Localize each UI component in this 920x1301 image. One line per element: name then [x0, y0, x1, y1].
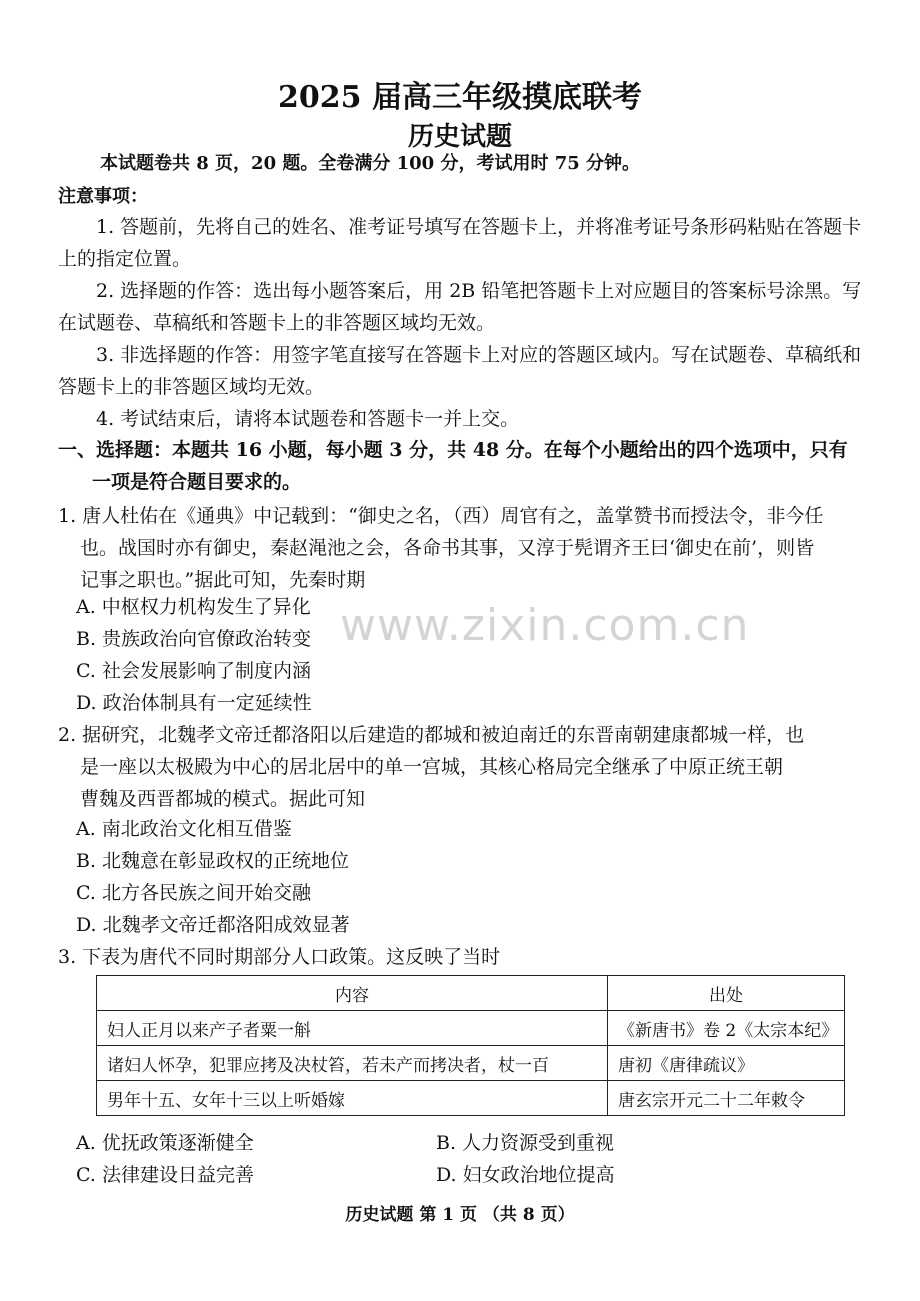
table-cell-content: 诸妇人怀孕，犯罪应拷及决杖笞，若未产而拷决者，杖一百: [97, 1046, 608, 1081]
table-cell-content: 妇人正月以来产子者粟一斛: [97, 1011, 608, 1046]
question-1-option-a: A. 中枢权力机构发生了异化: [76, 596, 311, 618]
question-2-line1: 2. 据研究，北魏孝文帝迁都洛阳以后建造的都城和被迫南迁的东晋南朝建康都城一样，也: [58, 724, 805, 746]
notice-item-3: 3. 非选择题的作答：用签字笔直接写在答题卡上对应的答题区域内。写在试题卷、草稿纸和答题卡上的非答题区域均无效。: [58, 344, 862, 398]
question-2-option-d: D. 北魏孝文帝迁都洛阳成效显著: [76, 914, 350, 936]
table-row: [97, 1081, 845, 1116]
question-2-option-c: C. 北方各民族之间开始交融: [76, 882, 311, 904]
table-cell-source: 唐玄宗开元二十二年敕令: [608, 1081, 845, 1116]
section-heading-line2: 一项是符合题目要求的。: [92, 471, 302, 493]
notice-item-4: 4. 考试结束后，请将本试题卷和答题卡一并上交。: [96, 408, 520, 430]
notice-heading: 注意事项：: [58, 186, 148, 207]
question-2-stem: [58, 719, 864, 815]
table-row: [97, 1011, 845, 1046]
page-footer: 历史试题 第 1 页 （共 8 页）: [345, 1205, 575, 1225]
question-2-line3: 曹魏及西晋都城的模式。据此可知: [80, 788, 366, 810]
table-header-source: 出处: [608, 976, 845, 1011]
question-1-option-b: B. 贵族政治向官僚政治转变: [76, 628, 312, 650]
notice-item-1: 1. 答题前，先将自己的姓名、准考证号填写在答题卡上，并将准考证号条形码粘贴在答题卡上的指定位置。: [58, 216, 862, 270]
section-heading: [58, 434, 864, 498]
exam-title: 2025 届高三年级摸底联考: [278, 80, 642, 115]
question-3-option-c: C. 法律建设日益完善: [76, 1164, 254, 1186]
question-1-option-d: D. 政治体制具有一定延续性: [76, 692, 312, 714]
question-2-line2: 是一座以太极殿为中心的居北居中的单一宫城，其核心格局完全继承了中原正统王朝: [80, 756, 784, 778]
notice-item-2: 2. 选择题的作答：选出每小题答案后，用 2B 铅笔把答题卡上对应题目的答案标号涂黑。写在试题卷、草稿纸和答题卡上的非答题区域均无效。: [58, 280, 862, 334]
question-3-stem: 3. 下表为唐代不同时期部分人口政策。这反映了当时: [58, 946, 501, 968]
question-2-option-a: A. 南北政治文化相互借鉴: [76, 818, 292, 840]
question-3-option-a: A. 优抚政策逐渐健全: [76, 1132, 254, 1154]
question-1-line1: 1. 唐人杜佑在《通典》中记载到：“御史之名，（西）周官有之，盖掌赞书而授法令，非今任: [58, 505, 824, 527]
table-header-row: [97, 976, 845, 1011]
question-3-option-b: B. 人力资源受到重视: [436, 1132, 615, 1154]
exam-subject: 历史试题: [407, 122, 512, 152]
section-heading-line1: 一、选择题：本题共 16 小题，每小题 3 分，共 48 分。在每个小题给出的四个选项中，只有: [58, 439, 848, 461]
table-row: [97, 1046, 845, 1081]
question-1-option-c: C. 社会发展影响了制度内涵: [76, 660, 311, 682]
question-1-line2: 也。战国时亦有御史，秦赵渑池之会，各命书其事，又淳于髡谓齐王曰‘御史在前’，则皆: [80, 537, 815, 559]
exam-intro: 本试题卷共 8 页，20 题。全卷满分 100 分，考试用时 75 分钟。: [100, 153, 641, 174]
population-policy-table: [96, 975, 845, 1116]
table-cell-source: 唐初《唐律疏议》: [608, 1046, 845, 1081]
watermark: www.zixin.com.cn: [340, 600, 750, 651]
question-1-line3: 记事之职也。”据此可知，先秦时期: [80, 569, 366, 591]
table-header-content: 内容: [97, 976, 608, 1011]
question-2-option-b: B. 北魏意在彰显政权的正统地位: [76, 850, 350, 872]
table-cell-content: 男年十五、女年十三以上听婚嫁: [97, 1081, 608, 1116]
question-3-option-d: D. 妇女政治地位提高: [436, 1164, 615, 1186]
question-1-stem: [58, 500, 864, 596]
table-cell-source: 《新唐书》卷 2《太宗本纪》: [608, 1011, 845, 1046]
